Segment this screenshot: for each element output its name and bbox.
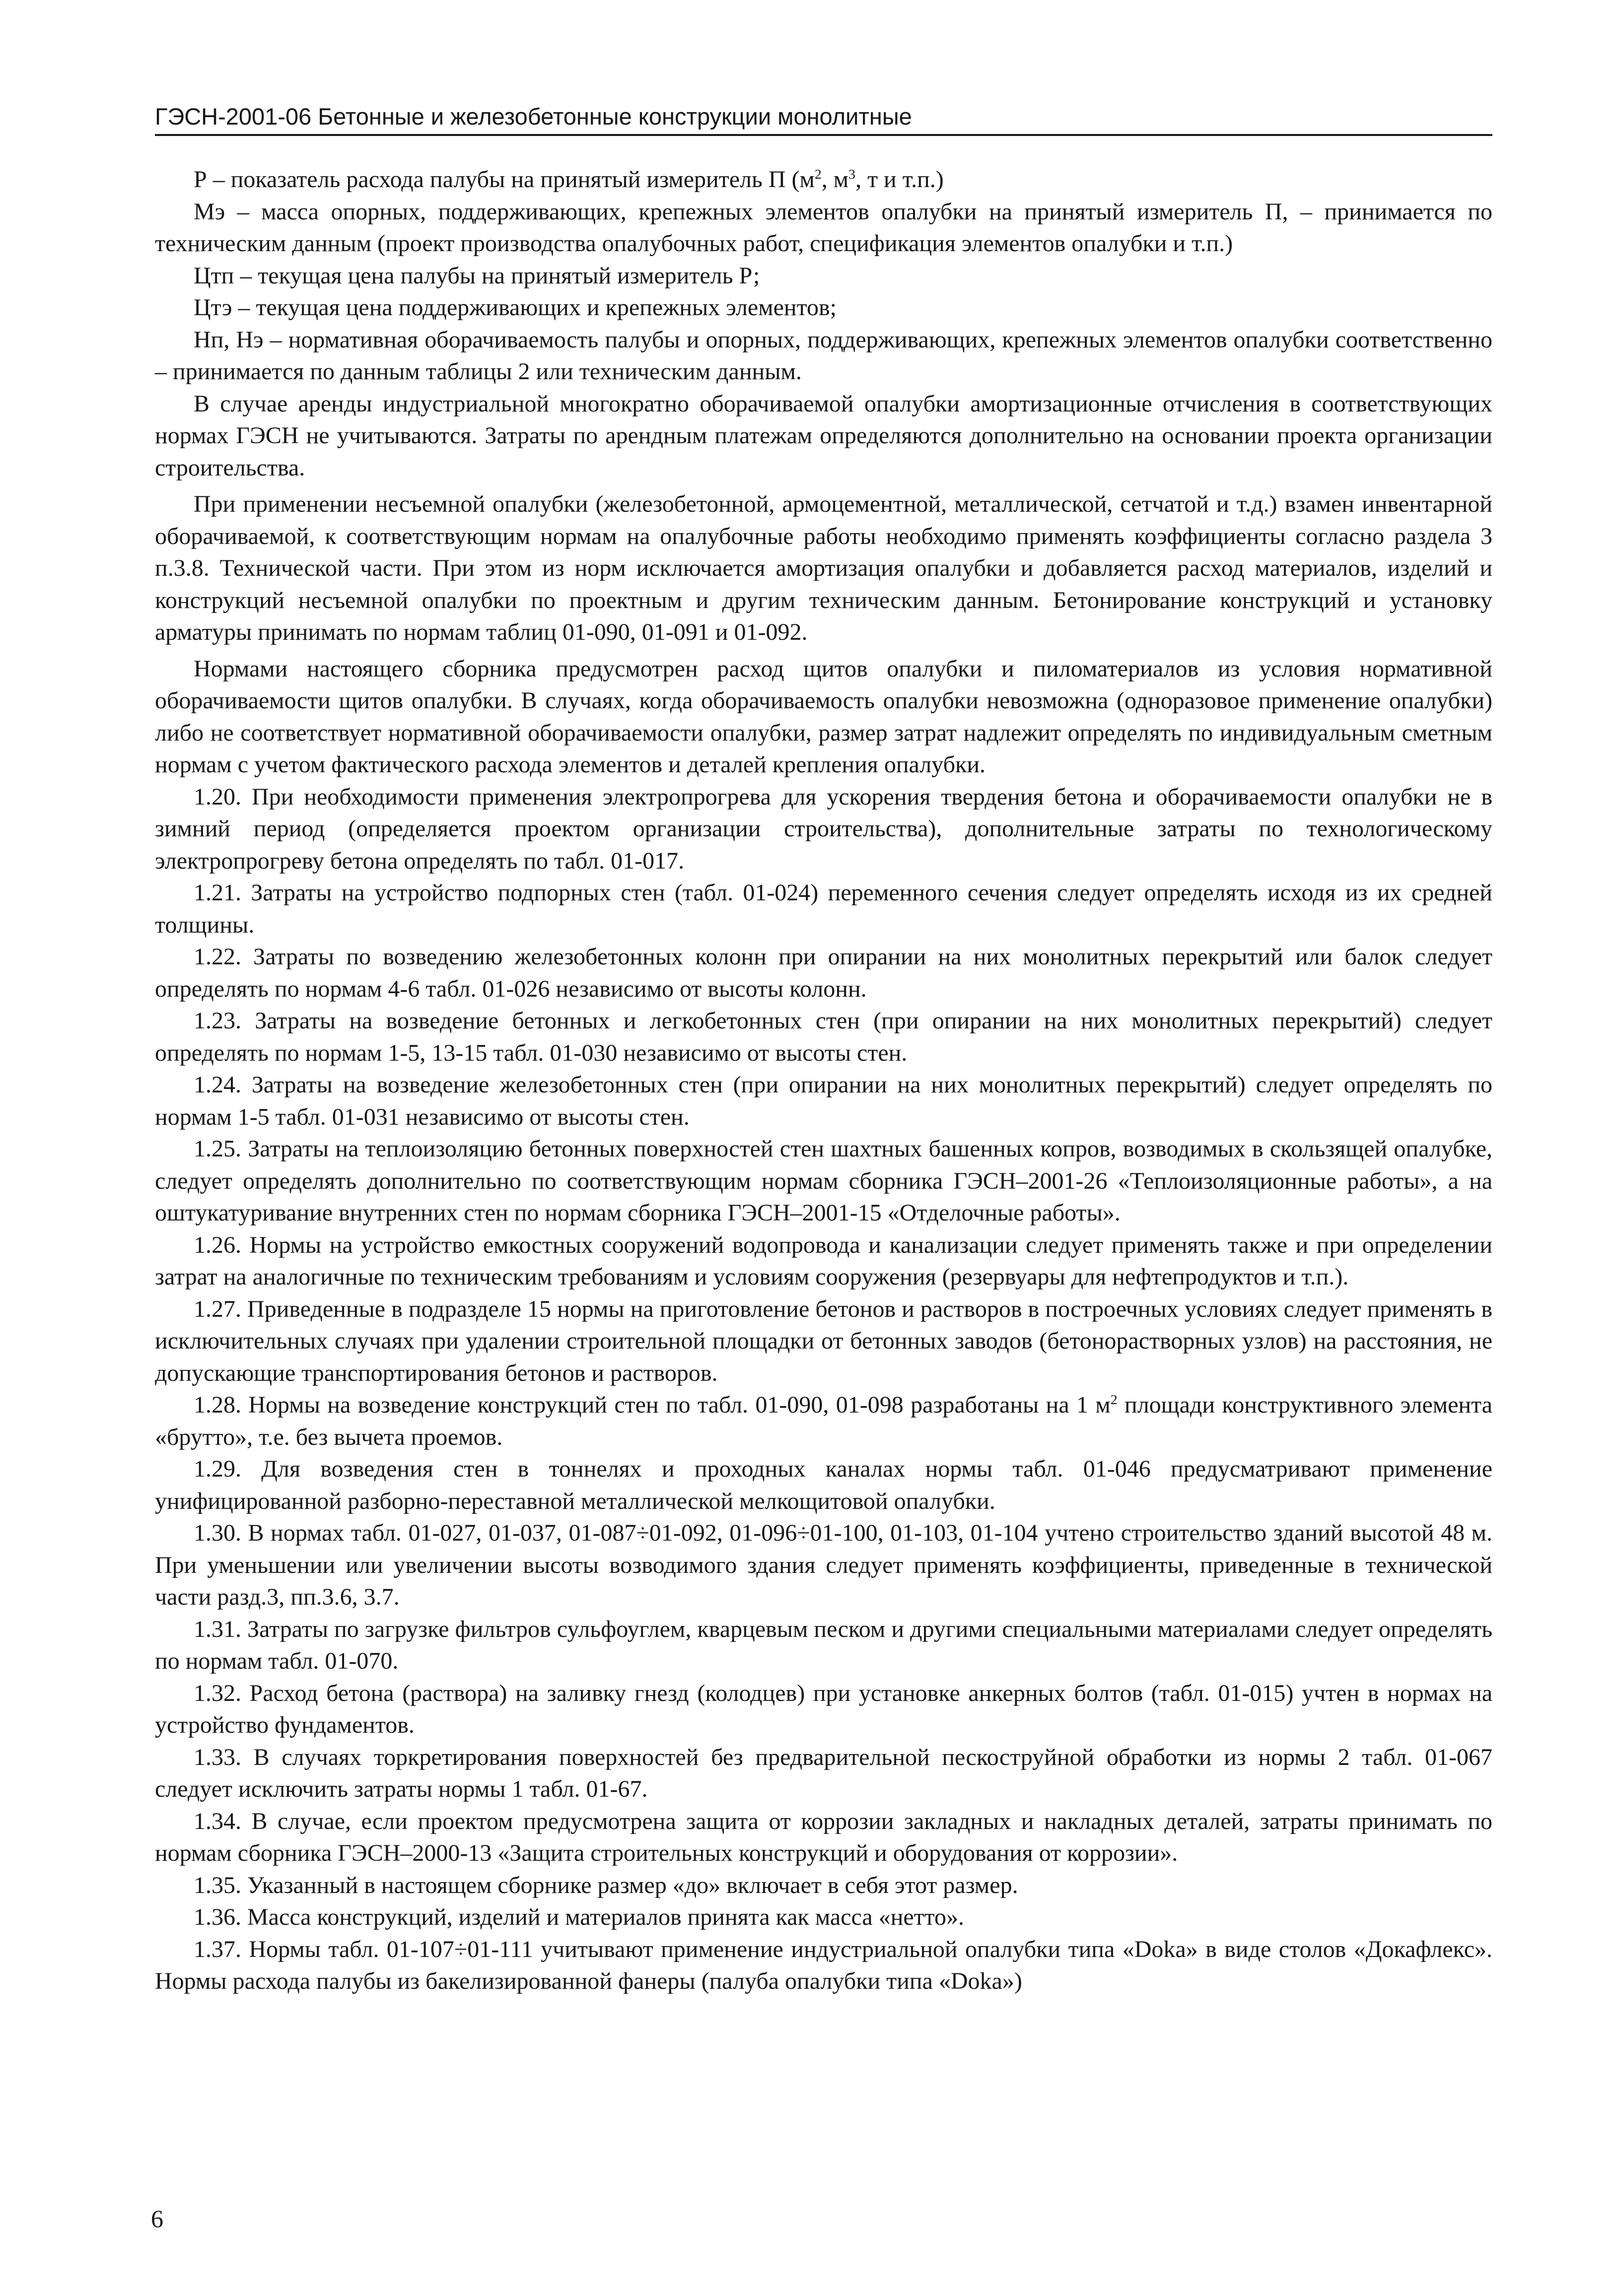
paragraph-cte-definition: Цтэ – текущая цена поддерживающих и крепежных элементов;: [194, 294, 837, 321]
paragraph-me-definition: Мэ – масса опорных, поддерживающих, крепежных элементов опалубки на принятый измеритель П, – принимается по техническим данным (проект производства опалубочных работ, спецификация элементов опалубки и т.п.): [155, 198, 1492, 257]
superscript: 2: [1110, 1392, 1118, 1408]
paragraph-p-definition: Р – показатель расхода палубы на принятый измеритель П ($м^2$, $м^3$, т и т.п.): [194, 166, 944, 193]
paragraph-1-37: 1.37. Нормы табл. 01-107÷01-111 учитывают применение индустриальной опалубки типа «Doka» в виде столов «Докафлекс». Нормы расхода палубы из бакелизированной фанеры (палуба опалубки типа «Doka»): [155, 1936, 1492, 1994]
superscript: 2: [814, 166, 822, 182]
document-body: [155, 164, 1492, 1998]
paragraph-1-35: 1.35. Указанный в настоящем сборнике размер «до» включает в себя этот размер.: [194, 1872, 1018, 1898]
paragraph-1-36: 1.36. Масса конструкций, изделий и материалов принята как масса «нетто».: [194, 1904, 965, 1930]
paragraph-1-32: 1.32. Расход бетона (раствора) на заливку гнезд (колодцев) при установке анкерных болтов (табл. 01-015) учтен в нормах на устройство фундаментов.: [155, 1680, 1492, 1738]
paragraph-1-29: 1.29. Для возведения стен в тоннелях и проходных каналах нормы табл. 01-046 предусматривают применение унифицированной разборно-переставной металлической мелкощитовой опалубки.: [155, 1456, 1492, 1514]
paragraph-1-34: 1.34. В случае, если проектом предусмотрена защита от коррозии закладных и накладных деталей, затраты принимать по нормам сборника ГЭСН–2000-13 «Защита строительных конструкций и оборудования от коррозии».: [155, 1808, 1492, 1866]
paragraph-ctp-definition: Цтп – текущая цена палубы на принятый измеритель Р;: [194, 262, 760, 289]
paragraph-1-20: 1.20. При необходимости применения электропрогрева для ускорения твердения бетона и оборачиваемости опалубки не в зимний период (определяется проектом организации строительства), дополнительные затраты по технологическому электропрогреву бетона определять по табл. 01-017.: [155, 783, 1492, 874]
running-header: ГЭСН-2001-06 Бетонные и железобетонные конструкции монолитные: [155, 102, 1492, 136]
paragraph-1-30: 1.30. В нормах табл. 01-027, 01-037, 01-087÷01-092, 01-096÷01-100, 01-103, 01-104 учтено строительство зданий высотой 48 м. При уменьшении или увеличении высоты возводимого здания следует применять коэффициенты, приведенные в технической части разд.3, пп.3.6, 3.7.: [155, 1520, 1492, 1610]
paragraph-1-28: 1.28. Нормы на возведение конструкций стен по табл. 01-090, 01-098 разработаны на 1 $м^2$ площади конструктивного элемента «брутто», т.е. без вычета проемов.: [155, 1392, 1492, 1450]
paragraph-1-22: 1.22. Затраты по возведению железобетонных колонн при опирании на них монолитных перекрытий или балок следует определять по нормам 4-6 табл. 01-026 независимо от высоты колонн.: [155, 944, 1492, 1002]
paragraph-schity-opalubki: Нормами настоящего сборника предусмотрен расход щитов опалубки и пиломатериалов из условия нормативной оборачиваемости щитов опалубки. В случаях, когда оборачиваемость опалубки невозможна (одноразовое применение опалубки) либо не соответствует нормативной оборачиваемости опалубки, размер затрат надлежит определять по индивидуальным сметным нормам с учетом фактического расхода элементов и деталей крепления опалубки.: [155, 655, 1492, 778]
superscript: 3: [848, 166, 856, 182]
paragraph-1-21: 1.21. Затраты на устройство подпорных стен (табл. 01-024) переменного сечения следует определять исходя из их средней толщины.: [155, 879, 1492, 938]
paragraph-nesemnaya-opalubka: При применении несъемной опалубки (железобетонной, армоцементной, металлической, сетчатой и т.д.) взамен инвентарной оборачиваемой, к соответствующим нормам на опалубочные работы необходимо применять коэффициенты согласно раздела 3 п.3.8. Технической части. При этом из норм исключается амортизация опалубки и добавляется расход материалов, изделий и конструкций несъемной опалубки по проектным и другим техническим данным. Бетонирование конструкций и установку арматуры принимать по нормам таблиц 01-090, 01-091 и 01-092.: [155, 491, 1492, 645]
page-number: 6: [151, 2205, 163, 2232]
paragraph-1-27: 1.27. Приведенные в подразделе 15 нормы на приготовление бетонов и растворов в построечных условиях следует применять в исключительных случаях при удалении строительной площадки от бетонных заводов (бетонорастворных узлов) на расстояния, не допускающие транспортирования бетонов и растворов.: [155, 1295, 1492, 1386]
paragraph-np-ne-definition: Нп, Нэ – нормативная оборачиваемость палубы и опорных, поддерживающих, крепежных элементов опалубки соответственно – принимается по данным таблицы 2 или техническим данным.: [155, 326, 1492, 385]
paragraph-1-31: 1.31. Затраты по загрузке фильтров сульфоуглем, кварцевым песком и другими специальными материалами следует определять по нормам табл. 01-070.: [155, 1616, 1492, 1674]
paragraph-arenda: В случае аренды индустриальной многократно оборачиваемой опалубки амортизационные отчисления в соответствующих нормах ГЭСН не учитываются. Затраты по арендным платежам определяются дополнительно на основании проекта организации строительства.: [155, 390, 1492, 481]
paragraph-1-23: 1.23. Затраты на возведение бетонных и легкобетонных стен (при опирании на них монолитных перекрытий) следует определять по нормам 1-5, 13-15 табл. 01-030 независимо от высоты стен.: [155, 1008, 1492, 1066]
paragraph-1-33: 1.33. В случаях торкретирования поверхностей без предварительной пескоструйной обработки из нормы 2 табл. 01-067 следует исключить затраты нормы 1 табл. 01-67.: [155, 1744, 1492, 1802]
paragraph-1-24: 1.24. Затраты на возведение железобетонных стен (при опирании на них монолитных перекрытий) следует определять по нормам 1-5 табл. 01-031 независимо от высоты стен.: [155, 1072, 1492, 1130]
paragraph-1-25: 1.25. Затраты на теплоизоляцию бетонных поверхностей стен шахтных башенных копров, возводимых в скользящей опалубке, следует определять дополнительно по соответствующим нормам сборника ГЭСН–2001-26 «Теплоизоляционные работы», а на оштукатуривание внутренних стен по нормам сборника ГЭСН–2001-15 «Отделочные работы».: [155, 1136, 1492, 1226]
paragraph-1-26: 1.26. Нормы на устройство емкостных сооружений водопровода и канализации следует применять также и при определении затрат на аналогичные по техническим требованиям и условиям сооружения (резервуары для нефтепродуктов и т.п.).: [155, 1231, 1492, 1290]
